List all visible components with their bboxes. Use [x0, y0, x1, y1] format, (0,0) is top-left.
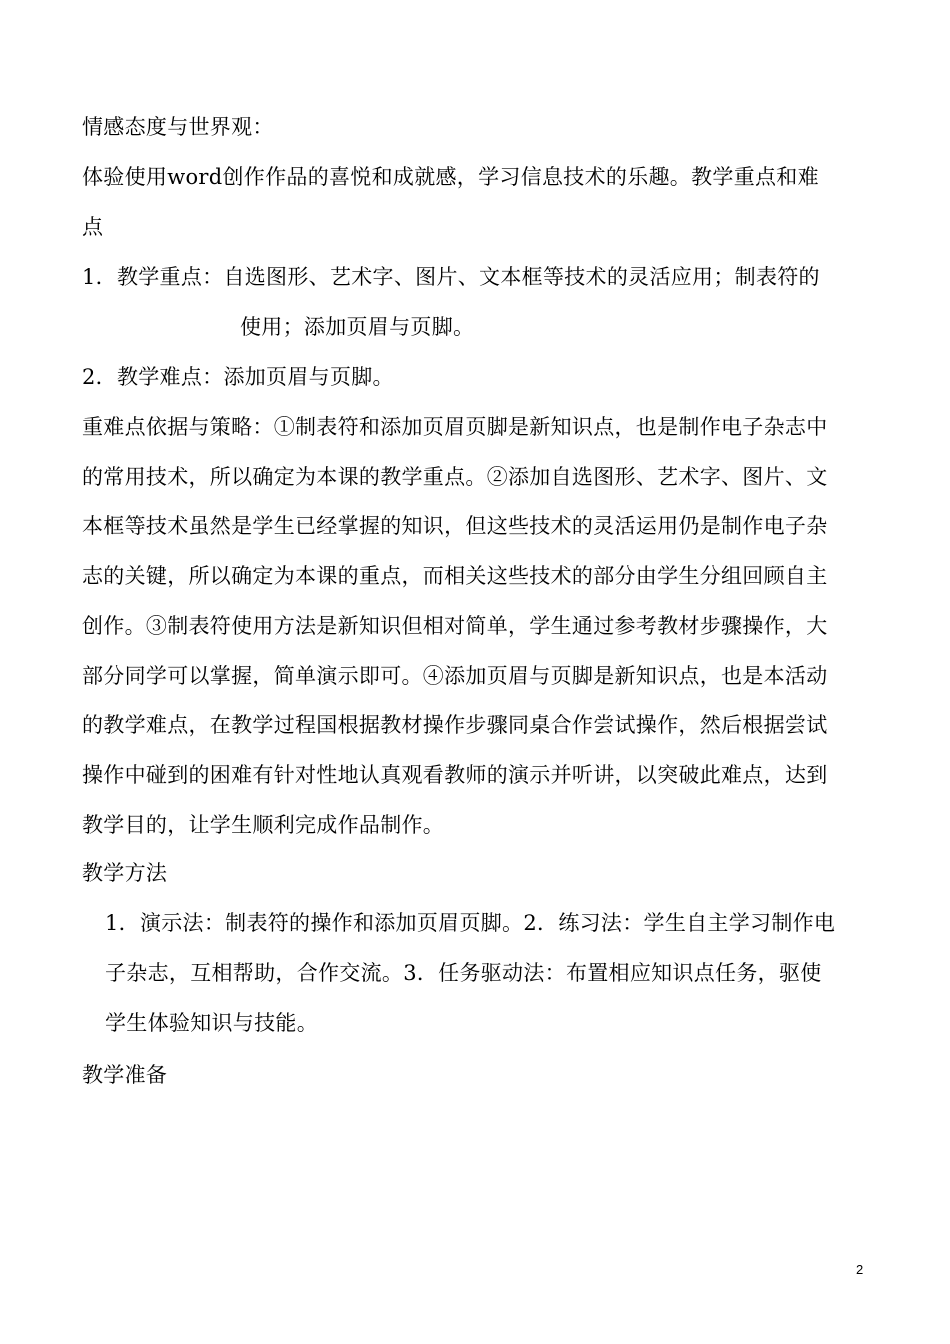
methods-heading: 教学方法 — [82, 861, 168, 885]
affect-heading: 情感态度与世界观： — [82, 115, 274, 139]
basis-line: 本框等技术虽然是学生已经掌握的知识，但这些技术的灵活运用仍是制作电子杂 — [82, 514, 828, 538]
basis-line: 志的关键，所以确定为本课的重点，而相关这些技术的部分由学生分组回顾自主 — [82, 564, 828, 588]
key-point-1-line: 使用；添加页眉与页脚。 — [240, 315, 475, 339]
affect-body-line: 体验使用word创作作品的喜悦和成就感，学习信息技术的乐趣。教学重点和难 — [82, 165, 819, 189]
preparation-heading: 教学准备 — [82, 1063, 168, 1087]
methods-body-line: 1．演示法：制表符的操作和添加页眉页脚。2．练习法：学生自主学习制作电 — [105, 911, 836, 935]
methods-body-line: 学生体验知识与技能。 — [105, 1011, 318, 1035]
methods-body-line: 子杂志，互相帮助，合作交流。3．任务驱动法：布置相应知识点任务，驱使 — [105, 961, 822, 985]
basis-line: 教学目的，让学生顺利完成作品制作。 — [82, 813, 445, 837]
basis-line: 部分同学可以掌握，简单演示即可。④添加页眉与页脚是新知识点，也是本活动 — [82, 664, 828, 688]
affect-body-line: 点 — [82, 215, 104, 239]
basis-line: 创作。③制表符使用方法是新知识但相对简单，学生通过参考教材步骤操作，大 — [82, 614, 828, 638]
basis-line: 重难点依据与策略：①制表符和添加页眉页脚是新知识点，也是制作电子杂志中 — [82, 415, 828, 439]
page-number: 2 — [856, 1262, 864, 1277]
basis-line: 操作中碰到的困难有针对性地认真观看教师的演示并听讲，以突破此难点，达到 — [82, 763, 828, 787]
basis-line: 的常用技术，所以确定为本课的教学重点。②添加自选图形、艺术字、图片、文 — [82, 465, 828, 489]
key-point-2: 2．教学难点：添加页眉与页脚。 — [82, 365, 394, 389]
basis-line: 的教学难点，在教学过程国根据教材操作步骤同桌合作尝试操作，然后根据尝试 — [82, 713, 828, 737]
key-point-1-line: 1．教学重点：自选图形、艺术字、图片、文本框等技术的灵活应用；制表符的 — [82, 265, 820, 289]
